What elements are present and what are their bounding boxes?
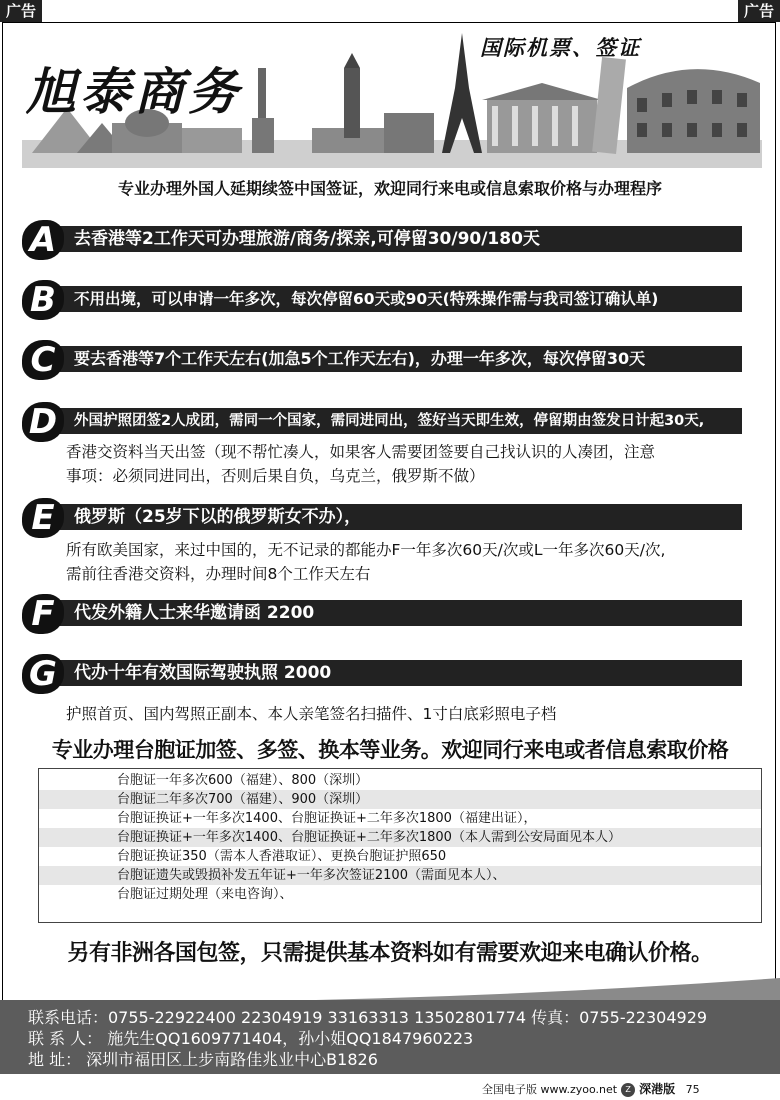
section-letter: D <box>22 402 64 442</box>
table-row: 台胞证遗失或毁损补发五年证+一年多次签证2100（需面见本人）、 <box>39 866 761 885</box>
table-row: 台胞证换证+一年多次1400、台胞证换证+二年多次1800（福建出证）， <box>117 811 537 826</box>
section-title: 代办十年有效国际驾驶执照 2000 <box>74 663 332 683</box>
contact-phone: 联系电话：0755-22922400 22304919 33163313 13502801774 传真：0755-22304929 <box>28 1008 708 1027</box>
table-row: 台胞证一年多次600（福建）、800（深圳） <box>117 773 369 788</box>
section-a <box>22 220 742 260</box>
brand-logo: 旭泰商务 <box>26 62 242 121</box>
note-line: 需前往香港交资料，办理时间8个工作天左右 <box>66 565 371 583</box>
section-d <box>22 402 742 442</box>
section-c <box>22 340 742 380</box>
section-d-note <box>66 440 756 488</box>
section-letter: E <box>22 498 64 538</box>
section-title: 去香港等2工作天可办理旅游/商务/探亲,可停留30/90/180天 <box>74 229 540 249</box>
section-letter: A <box>22 220 64 260</box>
section-title: 不用出境，可以申请一年多次，每次停留60天或90天(特殊操作需与我司签订确认单) <box>74 290 659 308</box>
ad-label-right: 广告 <box>738 0 780 22</box>
page-footer <box>482 1080 700 1097</box>
section-title: 代发外籍人士来华邀请函 2200 <box>74 603 315 623</box>
section-e-note <box>66 538 756 586</box>
table-row: 台胞证换证+一年多次1400、台胞证换证+二年多次1800（本人需到公安局面见本人） <box>39 828 761 847</box>
section-e <box>22 498 742 538</box>
section-title: 要去香港等7个工作天左右(加急5个工作天左右)，办理一年多次，每次停留30天 <box>74 349 646 368</box>
contact-panel <box>0 1000 780 1074</box>
ad-label-left: 广告 <box>0 0 42 22</box>
section-g-note: 护照首页、国内驾照正副本、本人亲笔签名扫描件、1寸白底彩照电子档 <box>66 705 557 723</box>
section-g <box>22 654 742 694</box>
taiwan-price-table <box>38 768 762 923</box>
contact-address: 地 址： 深圳市福田区上步南路佳兆业中心B1826 <box>28 1050 378 1069</box>
tagline: 国际机票、签证 <box>480 36 641 60</box>
footer-site: 全国电子版 www.zyoo.net <box>482 1083 618 1096</box>
section-letter: F <box>22 594 64 634</box>
intro-text: 专业办理外国人延期续签中国签证，欢迎同行来电或信息索取价格与办理程序 <box>117 179 662 198</box>
section-letter: C <box>22 340 64 380</box>
table-row: 台胞证过期处理（来电咨询）、 <box>117 887 293 902</box>
page-number: 75 <box>685 1083 700 1096</box>
section-f <box>22 594 742 634</box>
section-letter: B <box>22 280 64 320</box>
note-line: 事项：必须同进同出，否则后果自负，乌克兰，俄罗斯不做） <box>66 467 485 485</box>
africa-headline: 另有非洲各国包签，只需提供基本资料如有需要欢迎来电确认价格。 <box>67 941 713 966</box>
table-row: 台胞证二年多次700（福建）、900（深圳） <box>39 790 761 809</box>
section-letter: G <box>22 654 64 694</box>
footer-logo-icon: Z <box>621 1083 635 1097</box>
note-line: 香港交资料当天出签（现不帮忙凑人，如果客人需要团签要自己找认识的人凑团，注意 <box>66 443 656 461</box>
footer-edition: 深港版 <box>639 1082 676 1096</box>
section-b <box>22 280 742 320</box>
table-row: 台胞证换证350（需本人香港取证）、更换台胞证护照650 <box>117 849 447 864</box>
note-line: 所有欧美国家，来过中国的，无不记录的都能办F一年多次60天/次或L一年多次60天/次, <box>66 541 666 559</box>
taiwan-headline: 专业办理台胞证加签、多签、换本等业务。欢迎同行来电或者信息索取价格 <box>51 738 729 762</box>
contact-person: 联 系 人： 施先生QQ1609771404，孙小姐QQ1847960223 <box>28 1029 474 1048</box>
section-title: 外国护照团签2人成团，需同一个国家，需同进同出，签好当天即生效，停留期由签发日计起30天, <box>74 413 705 429</box>
section-title: 俄罗斯（25岁下以的俄罗斯女不办）， <box>74 507 362 527</box>
